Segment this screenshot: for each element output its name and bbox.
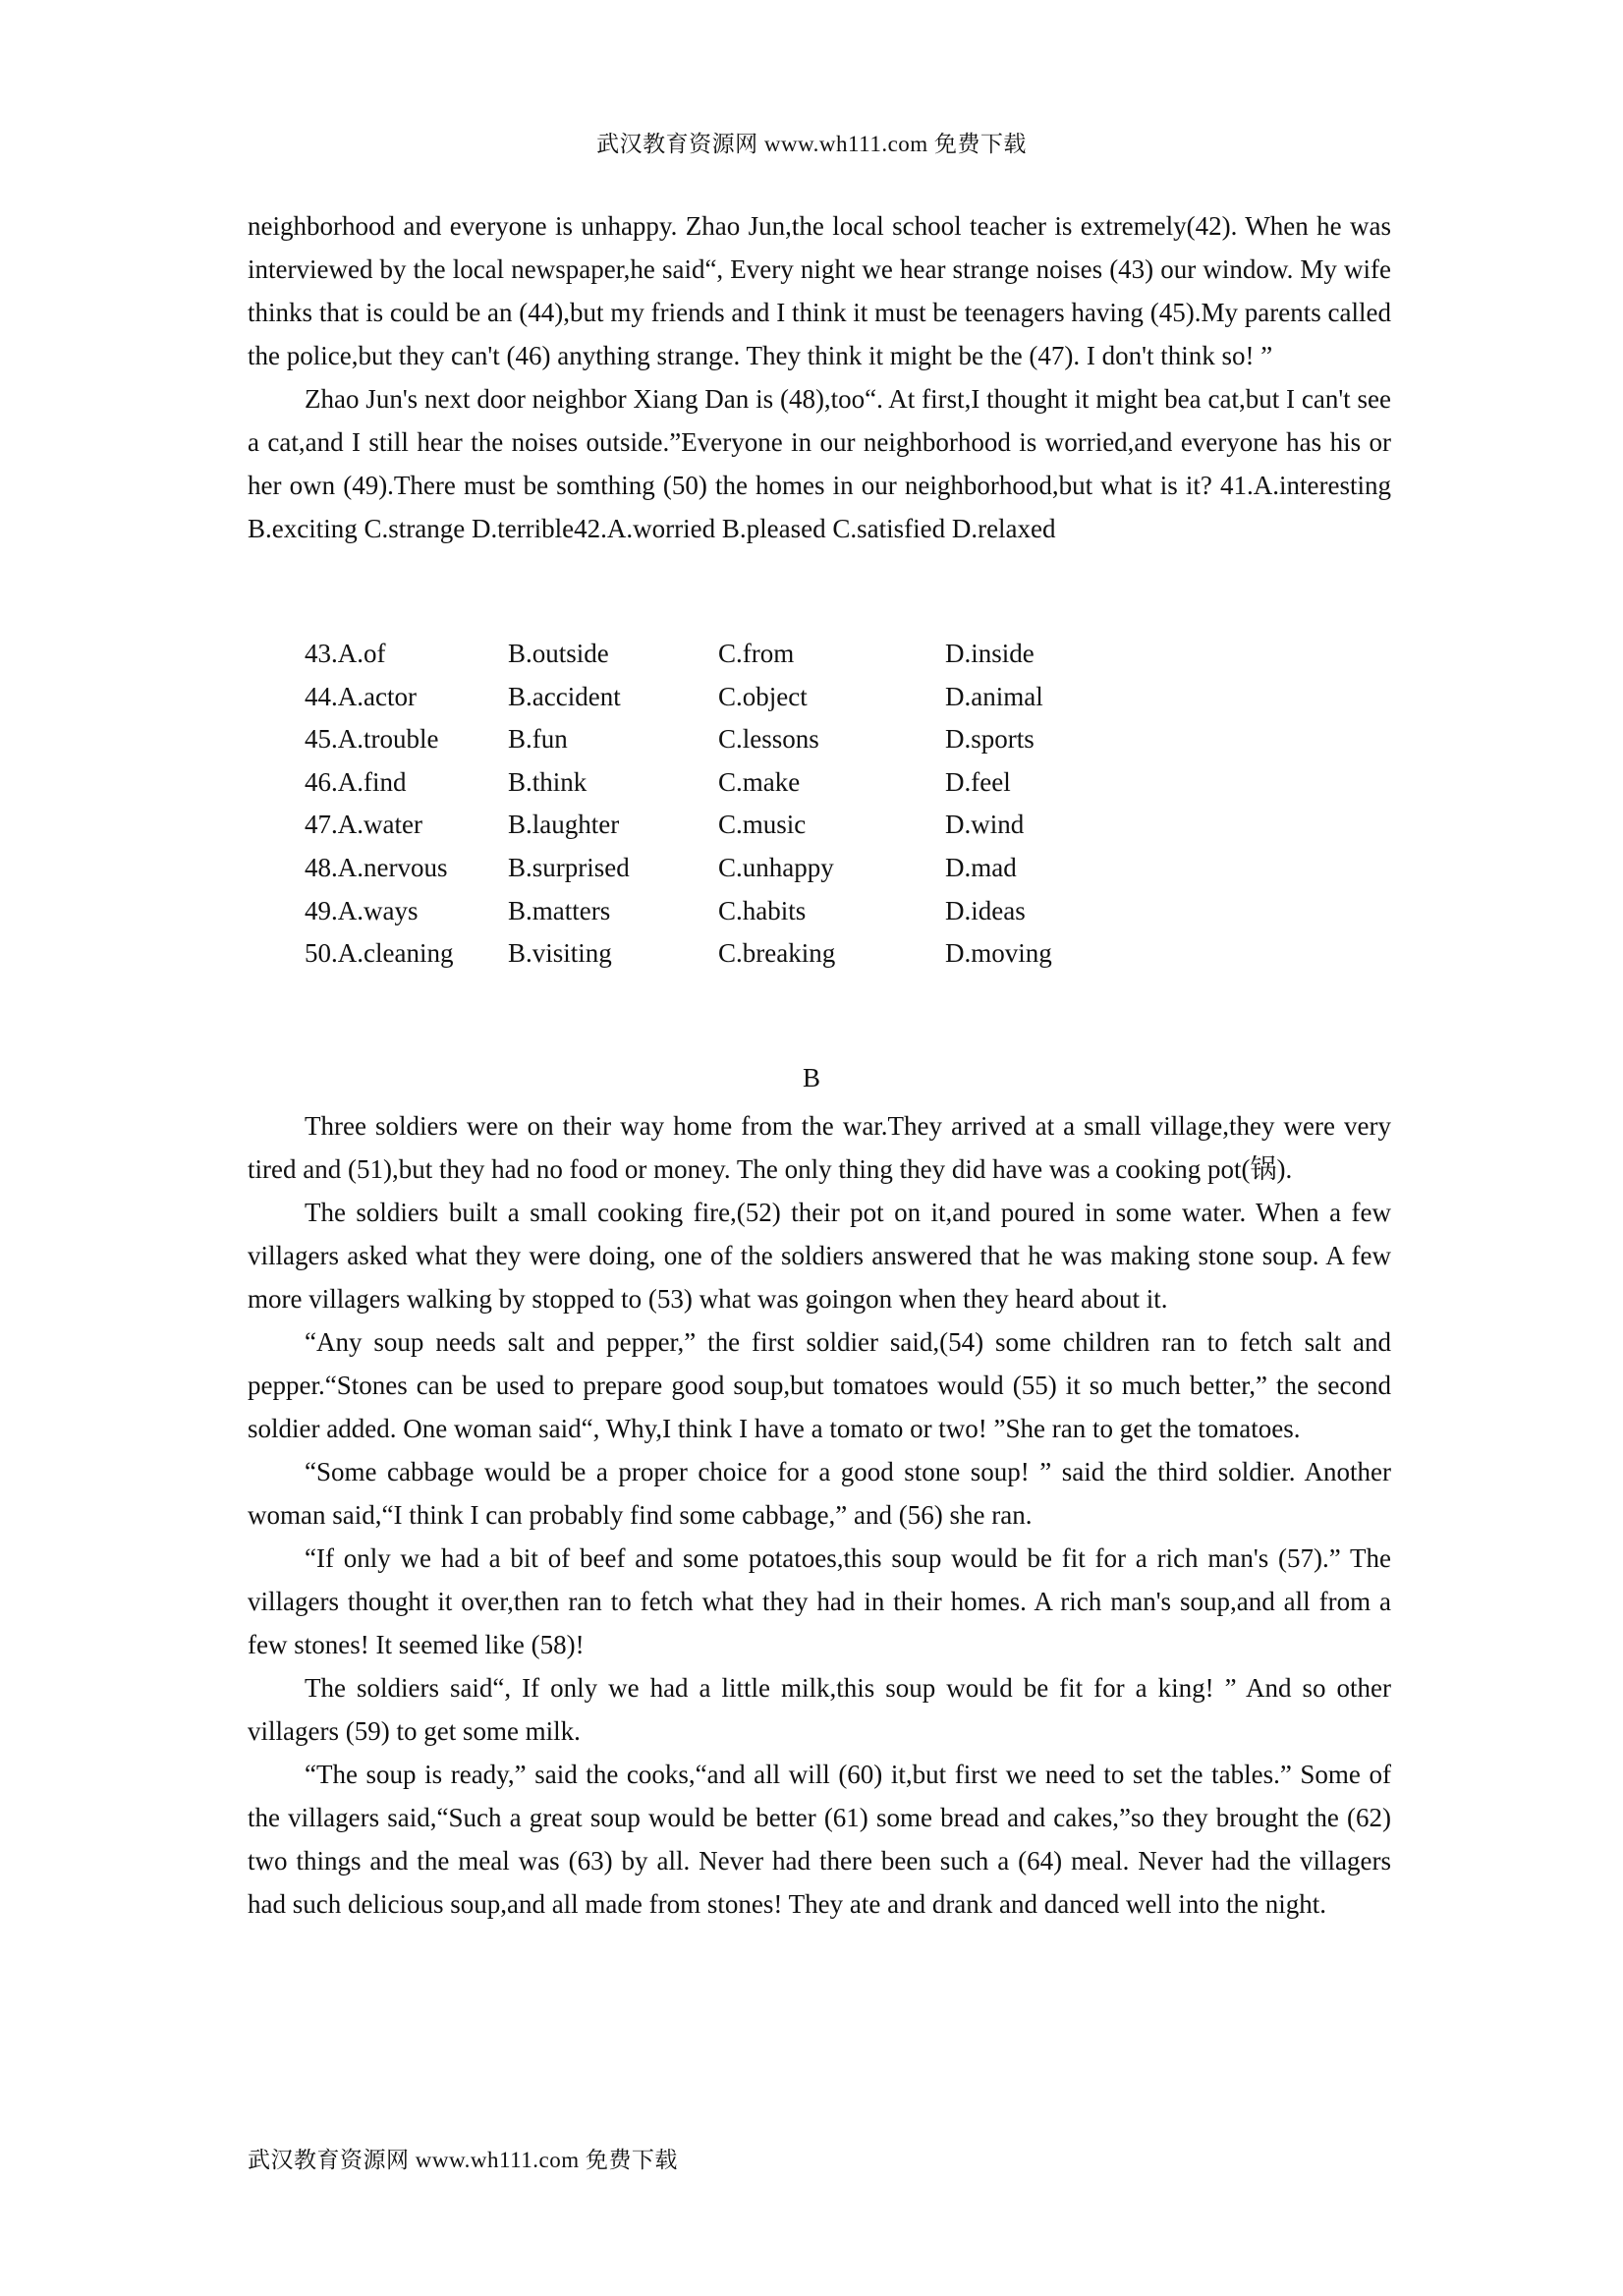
- passage-b: [248, 1104, 1391, 1926]
- option-row-48: [305, 847, 1189, 890]
- option-d: D.wind: [945, 810, 1025, 840]
- passage-b-paragraph-5: “If only we had a bit of beef and some potatoes,this soup would be fit for a rich man's (57).” The villagers thought it over,then ran to fetch what they had in their homes. A rich man's soup,and all from a few stones! It seemed like (58)!: [248, 1543, 1391, 1659]
- option-c: C.lessons: [718, 724, 819, 755]
- option-b: B.outside: [508, 639, 609, 668]
- option-row-44: [305, 676, 1189, 719]
- option-b: B.fun: [508, 724, 568, 755]
- passage-b-paragraph-4: “Some cabbage would be a proper choice for a good stone soup! ” said the third soldier. Another woman said,“I think I can probably find some cabbage,” and (56) she ran.: [248, 1457, 1391, 1530]
- option-d: D.sports: [945, 724, 1035, 755]
- passage-b-paragraph-6: The soldiers said“, If only we had a little milk,this soup would be fit for a king! ” And so other villagers (59) to get some milk.: [248, 1673, 1391, 1746]
- option-b: B.think: [508, 766, 588, 797]
- option-row-49: [305, 890, 1189, 933]
- passage-b-paragraph-2: The soldiers built a small cooking fire,(52) their pot on it,and poured in some water. When a few villagers asked what they were doing, one of the soldiers answered that he was making stone soup. A few more villagers walking by stopped to (53) what was goingon when they heard about it.: [248, 1198, 1391, 1314]
- option-a: 43.A.of: [305, 639, 386, 668]
- option-b: B.visiting: [508, 938, 612, 969]
- passage-a-paragraph-1: neighborhood and everyone is unhappy. Zhao Jun,the local school teacher is extremely(42). When he was interviewed by the local newspaper,he said“, Every night we hear strange noises (43) our window. My wife thinks that is could be an (44),but my friends and I think it must be teenagers having (45).My parents called the police,but they can't (46) anything strange. They think it might be the (47). I don't think so! ”: [248, 211, 1391, 370]
- option-b: B.laughter: [508, 810, 620, 840]
- option-b: B.accident: [508, 681, 621, 711]
- option-d: D.animal: [945, 681, 1043, 711]
- option-row-47: [305, 804, 1189, 847]
- option-row-50: [305, 932, 1189, 976]
- option-row-45: [305, 718, 1189, 761]
- passage-a-paragraph-2: Zhao Jun's next door neighbor Xiang Dan is (48),too“. At first,I thought it might bea cat,but I can't see a cat,and I still hear the noises outside.”Everyone in our neighborhood is worried,and everyone has his or her own (49).There must be somthing (50) the homes in our neighborhood,but what is it? 41.A.interesting B.exciting C.strange D.terrible42.A.worried B.pleased C.satisfied D.relaxed: [248, 384, 1391, 543]
- option-c: C.from: [718, 639, 795, 668]
- option-a: 48.A.nervous: [305, 852, 448, 882]
- passage-a: [248, 204, 1391, 550]
- option-d: D.moving: [945, 938, 1052, 969]
- option-d: D.feel: [945, 766, 1011, 797]
- option-c: C.unhappy: [718, 852, 834, 882]
- option-d: D.mad: [945, 852, 1017, 882]
- page-header: 武汉教育资源网 www.wh111.com 免费下载: [596, 132, 1027, 156]
- section-b-heading: B: [802, 1063, 820, 1092]
- page-footer: 武汉教育资源网 www.wh111.com 免费下载: [248, 2148, 678, 2172]
- passage-b-paragraph-1: Three soldiers were on their way home from the war.They arrived at a small village,they were very tired and (51),but they had no food or money. The only thing they did have was a cooking pot(锅).: [248, 1111, 1391, 1184]
- passage-b-paragraph-7: “The soup is ready,” said the cooks,“and all will (60) it,but first we need to set the tables.” Some of the villagers said,“Such a great soup would be better (61) some bread and cakes,”so they brought the (62) two things and the meal was (63) by all. Never had there been such a (64) meal. Never had the villagers had such delicious soup,and all made from stones! They ate and drank and danced well into the night.: [248, 1760, 1391, 1919]
- option-row-43: [305, 633, 1189, 676]
- option-d: D.ideas: [945, 895, 1026, 925]
- option-a: 44.A.actor: [305, 681, 417, 711]
- option-a: 50.A.cleaning: [305, 938, 454, 969]
- option-d: D.inside: [945, 639, 1035, 668]
- option-b: B.surprised: [508, 852, 630, 882]
- option-a: 45.A.trouble: [305, 724, 439, 755]
- option-row-46: [305, 761, 1189, 805]
- passage-b-paragraph-3: “Any soup needs salt and pepper,” the first soldier said,(54) some children ran to fetch salt and pepper.“Stones can be used to prepare good soup,but tomatoes would (55) it so much better,” the second soldier added. One woman said“, Why,I think I have a tomato or two! ”She ran to get the tomatoes.: [248, 1327, 1391, 1443]
- option-c: C.breaking: [718, 938, 836, 969]
- option-c: C.object: [718, 681, 808, 711]
- option-b: B.matters: [508, 895, 611, 925]
- option-c: C.music: [718, 810, 807, 840]
- option-a: 49.A.ways: [305, 895, 419, 925]
- option-a: 47.A.water: [305, 810, 422, 840]
- option-c: C.habits: [718, 895, 807, 925]
- option-c: C.make: [718, 766, 801, 797]
- answer-options: [305, 633, 1189, 976]
- option-a: 46.A.find: [305, 766, 407, 797]
